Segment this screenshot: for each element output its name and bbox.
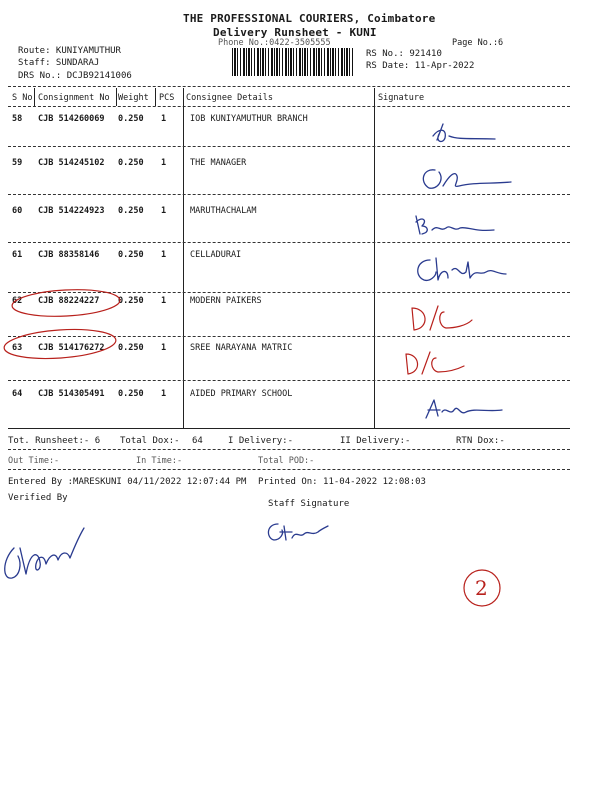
phone-number: Phone No.:0422-3505555 <box>218 38 331 48</box>
table-header-rule <box>8 106 570 107</box>
cell-sno: 63 <box>12 343 23 353</box>
cell-consignee: CELLADURAI <box>190 250 242 260</box>
row-divider <box>8 194 570 195</box>
page-number: Page No.:6 <box>452 38 504 48</box>
barcode <box>232 48 354 76</box>
col-header-pcs: PCS <box>159 93 175 103</box>
cell-consignment: CJB 88224227 <box>38 296 100 306</box>
cell-consignment: CJB 514176272 <box>38 343 105 353</box>
cell-weight: 0.250 <box>118 206 144 216</box>
column-divider <box>155 88 156 106</box>
cell-sno: 64 <box>12 389 23 399</box>
cell-consignment: CJB 514224923 <box>38 206 105 216</box>
cell-sno: 59 <box>12 158 23 168</box>
cell-weight: 0.250 <box>118 296 144 306</box>
column-divider <box>183 88 184 428</box>
staff-signature <box>262 518 332 544</box>
cell-weight: 0.250 <box>118 389 144 399</box>
cell-pcs: 1 <box>161 206 167 216</box>
total-dox-label: Total Dox:- <box>120 436 180 446</box>
verified-by-label: Verified By <box>8 493 68 503</box>
staff-label: Staff: SUNDARAJ <box>18 58 100 68</box>
cell-pcs: 1 <box>161 389 167 399</box>
cell-weight: 0.250 <box>118 114 144 124</box>
total-runsheet: Tot. Runsheet:- 6 <box>8 436 101 446</box>
cell-sno: 61 <box>12 250 23 260</box>
total-dox-value: 64 <box>192 436 203 446</box>
cell-consignment: CJB 514305491 <box>38 389 105 399</box>
cell-pcs: 1 <box>161 296 167 306</box>
cell-weight: 0.250 <box>118 250 144 260</box>
circle-annotation <box>0 284 130 364</box>
col-header-consignee: Consignee Details <box>186 93 273 103</box>
company-name: THE PROFESSIONAL COURIERS, Coimbatore <box>183 12 436 25</box>
drs-number: DRS No.: DCJB92141006 <box>18 71 132 81</box>
col-header-weight: Weight <box>118 93 149 103</box>
cell-consignee: MODERN PAIKERS <box>190 296 262 306</box>
cell-weight: 0.250 <box>118 158 144 168</box>
page-mark-number: 2 <box>475 576 488 600</box>
rtn-dox: RTN Dox:- <box>456 436 505 446</box>
cell-consignment: CJB 514245102 <box>38 158 105 168</box>
row-divider <box>8 380 570 381</box>
cell-sno: 62 <box>12 296 23 306</box>
page-mark <box>462 568 502 608</box>
signature-61 <box>410 254 510 284</box>
col-header-consignment: Consignment No <box>38 93 110 103</box>
table-top-rule <box>8 86 570 87</box>
total-pod: Total POD:- <box>258 456 315 466</box>
cell-sno: 60 <box>12 206 23 216</box>
summary-rule <box>8 449 570 450</box>
cell-pcs: 1 <box>161 158 167 168</box>
cell-pcs: 1 <box>161 343 167 353</box>
table-bottom-rule <box>8 428 570 429</box>
signature-60 <box>410 212 500 238</box>
cell-consignee: AIDED PRIMARY SCHOOL <box>190 389 293 399</box>
cell-consignee: SREE NARAYANA MATRIC <box>190 343 293 353</box>
summary-rule <box>8 469 570 470</box>
ii-delivery: II Delivery:- <box>340 436 411 446</box>
column-divider <box>116 88 117 106</box>
rs-number: RS No.: 921410 <box>366 49 442 59</box>
cell-consignment: CJB 88358146 <box>38 250 100 260</box>
row-divider <box>8 242 570 243</box>
out-time: Out Time:- <box>8 456 60 466</box>
document-title: Delivery Runsheet - KUNI <box>213 26 377 39</box>
signature-59 <box>415 162 515 194</box>
col-header-signature: Signature <box>378 93 425 103</box>
in-time: In Time:- <box>136 456 183 466</box>
entered-by: Entered By :MARESKUNI 04/11/2022 12:07:44 PM <box>8 477 247 487</box>
rs-date: RS Date: 11-Apr-2022 <box>366 61 475 71</box>
col-header-sno: S No <box>12 93 33 103</box>
cell-weight: 0.250 <box>118 343 144 353</box>
staff-signature-label: Staff Signature <box>268 499 350 509</box>
column-divider <box>34 88 35 106</box>
verified-by-signature <box>0 508 90 588</box>
cell-consignee: MARUTHACHALAM <box>190 206 257 216</box>
cell-pcs: 1 <box>161 114 167 124</box>
cell-sno: 58 <box>12 114 23 124</box>
cell-consignment: CJB 514260069 <box>38 114 105 124</box>
signature-64 <box>418 396 508 422</box>
i-delivery: I Delivery:- <box>228 436 294 446</box>
cell-consignee: IOB KUNIYAMUTHUR BRANCH <box>190 114 308 124</box>
printed-on: Printed On: 11-04-2022 12:08:03 <box>258 477 426 487</box>
route-label: Route: KUNIYAMUTHUR <box>18 46 121 56</box>
cell-pcs: 1 <box>161 250 167 260</box>
column-divider <box>374 88 375 428</box>
cell-consignee: THE MANAGER <box>190 158 247 168</box>
signature-58 <box>425 118 505 148</box>
